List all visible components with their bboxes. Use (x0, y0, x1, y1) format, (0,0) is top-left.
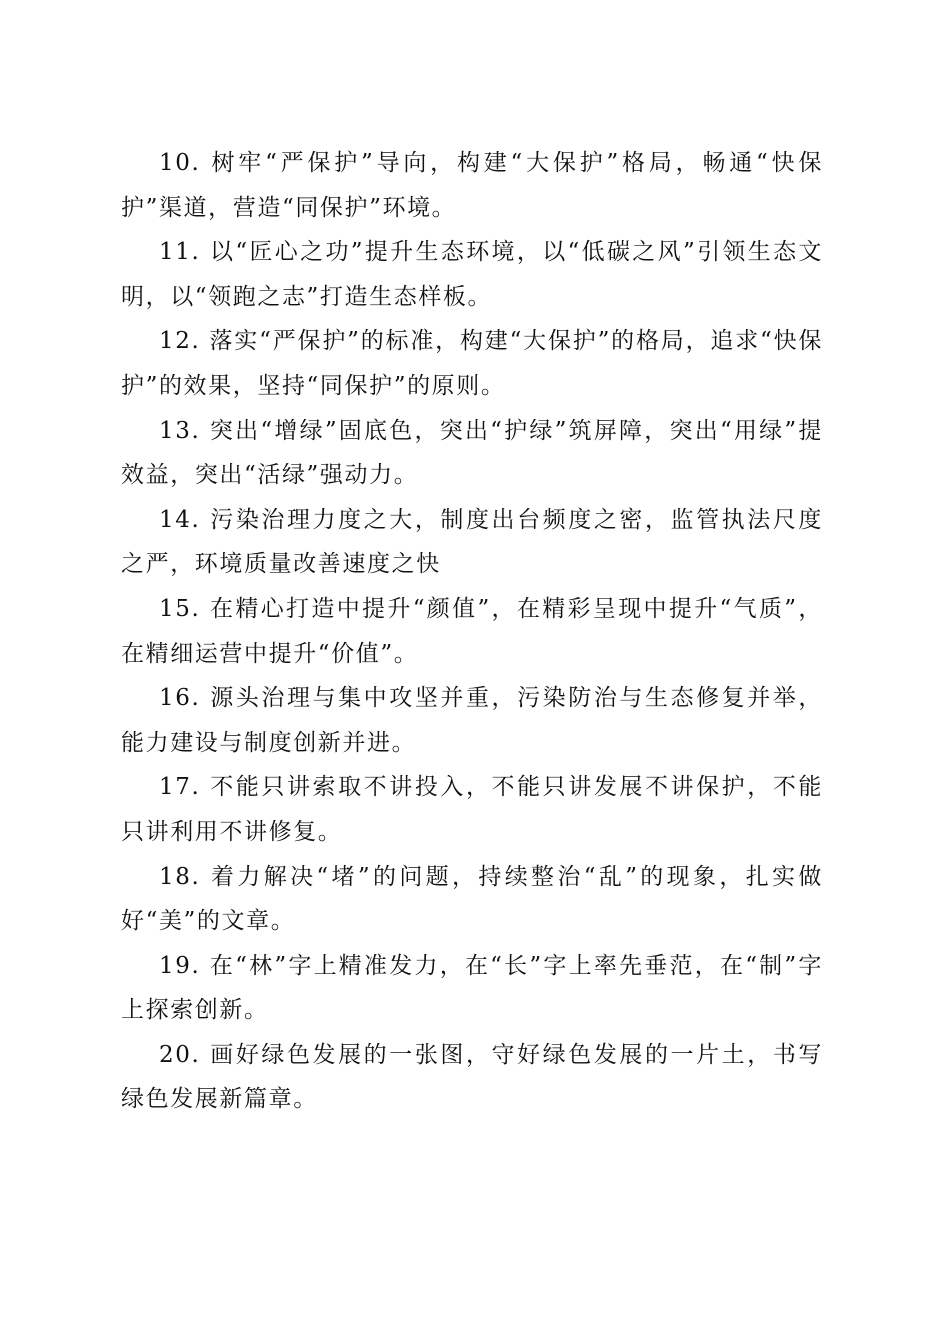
list-item: 15. 在精心打造中提升“颜值”，在精彩呈现中提升“气质”，在精细运营中提升“价值”。 (121, 595, 823, 667)
list-item: 19. 在“林”字上精准发力，在“长”字上率先垂范，在“制”字上探索创新。 (121, 952, 823, 1024)
list-item: 16. 源头治理与集中攻坚并重，污染防治与生态修复并举，能力建设与制度创新并进。 (121, 685, 823, 756)
document-body (121, 141, 823, 1122)
list-item: 10. 树牢“严保护”导向，构建“大保护”格局，畅通“快保护”渠道，营造“同保护”环境。 (121, 150, 823, 221)
list-item: 11. 以“匠心之功”提升生态环境，以“低碳之风”引领生态文明，以“领跑之志”打造生态样板。 (121, 239, 823, 310)
list-item: 13. 突出“增绿”固底色，突出“护绿”筑屏障，突出“用绿”提效益，突出“活绿”强动力。 (121, 417, 823, 489)
list-item: 12. 落实“严保护”的标准，构建“大保护”的格局，追求“快保护”的效果，坚持“同保护”的原则。 (121, 328, 823, 399)
list-item: 20. 画好绿色发展的一张图，守好绿色发展的一片土，书写绿色发展新篇章。 (121, 1041, 823, 1113)
list-item: 14. 污染治理力度之大，制度出台频度之密，监管执法尺度之严，环境质量改善速度之快 (121, 506, 823, 578)
list-item: 17. 不能只讲索取不讲投入，不能只讲发展不讲保护，不能只讲利用不讲修复。 (121, 774, 823, 845)
list-item: 18. 着力解决“堵”的问题，持续整治“乱”的现象，扎实做好“美”的文章。 (121, 863, 823, 935)
